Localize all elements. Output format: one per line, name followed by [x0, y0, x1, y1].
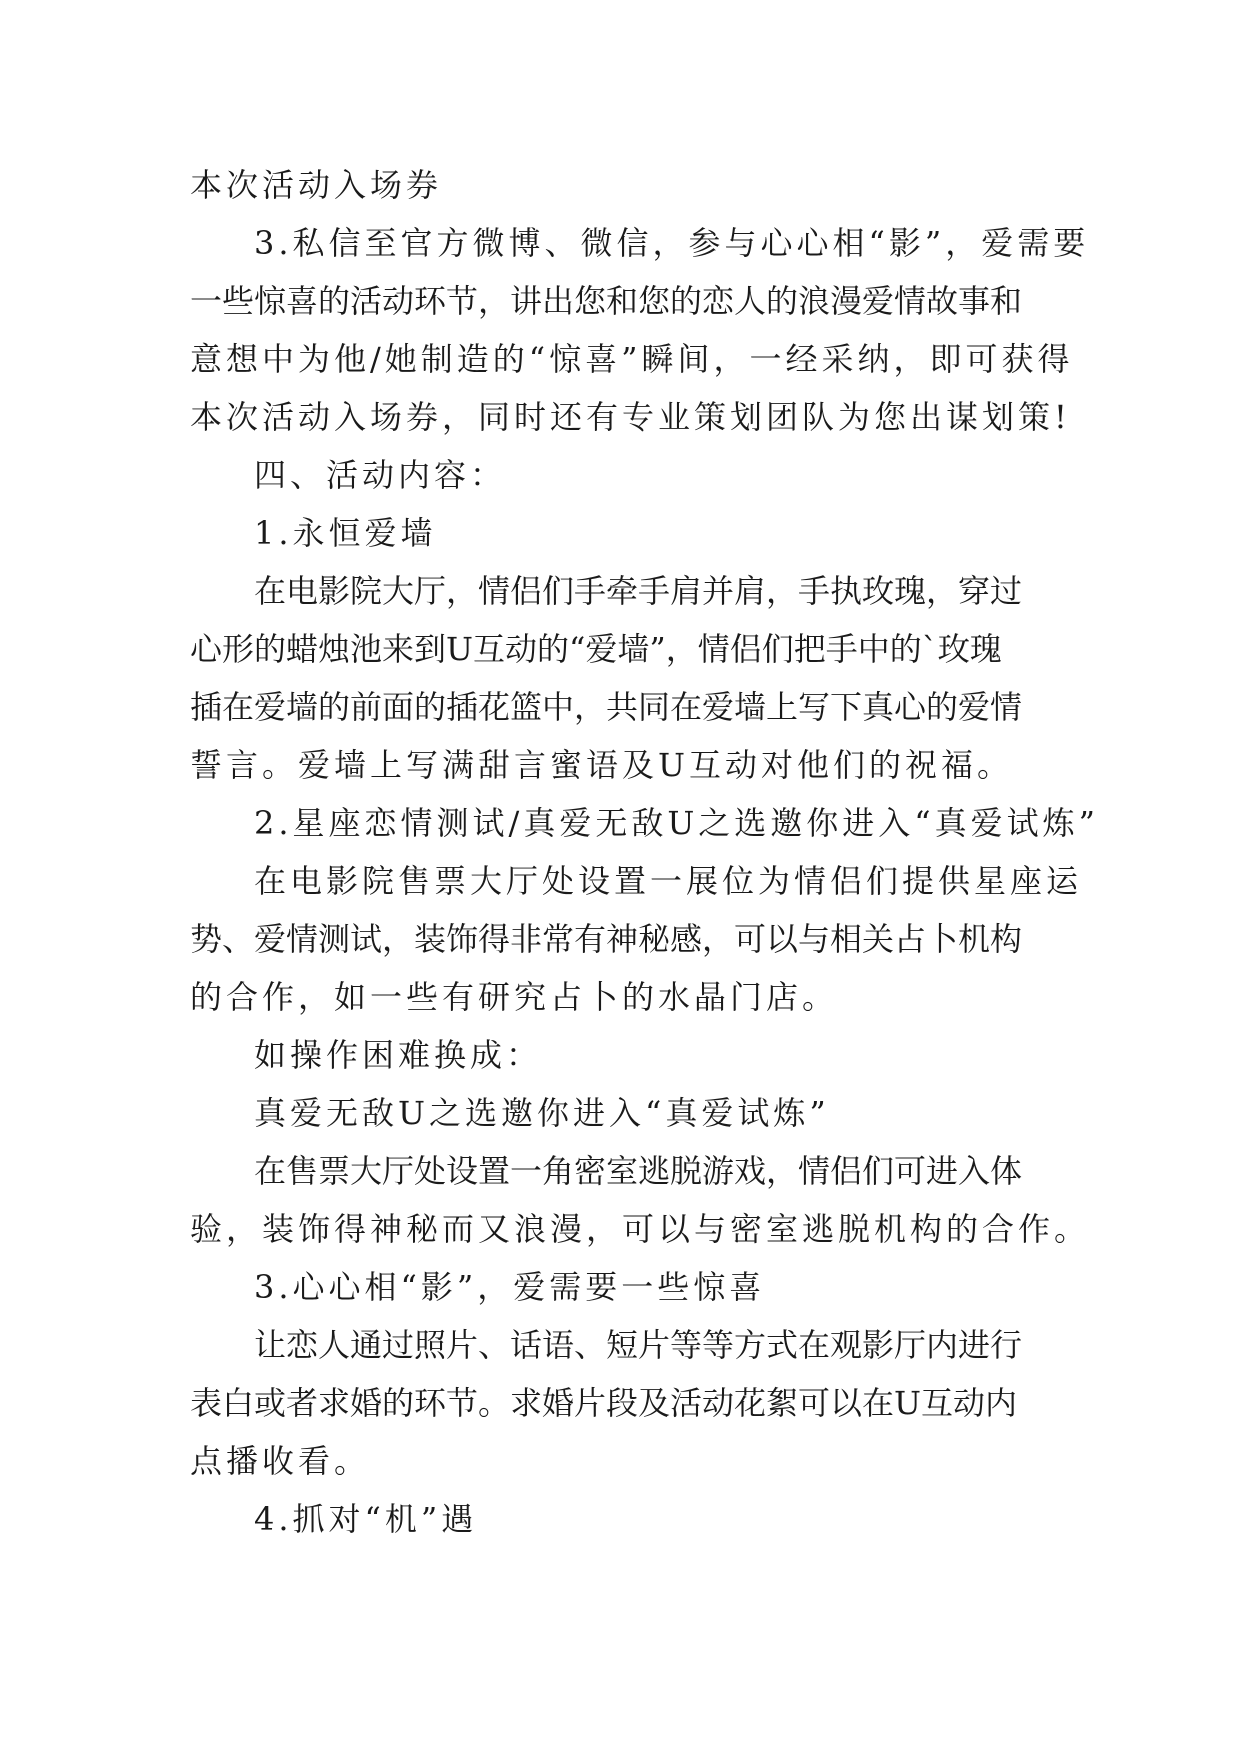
- text-line: 在电影院售票大厅处设置一展位为情侣们提供星座运: [254, 862, 1083, 900]
- text-line: 在售票大厅处设置一角密室逃脱游戏，情侣们可进入体: [254, 1152, 1023, 1190]
- subheading: 2.星座恋情测试/真爱无敌U之选邀你进入“真爱试炼”: [254, 804, 1100, 842]
- text-line: 誓言。爱墙上写满甜言蜜语及U互动对他们的祝福。: [190, 746, 1013, 784]
- text-line: 本次活动入场券，同时还有专业策划团队为您出谋划策!: [190, 398, 1071, 436]
- text-line: 让恋人通过照片、话语、短片等等方式在观影厅内进行: [254, 1326, 1023, 1364]
- text-line: 表白或者求婚的环节。求婚片段及活动花絮可以在U互动内: [190, 1384, 1017, 1422]
- text-line: 插在爱墙的前面的插花篮中，共同在爱墙上写下真心的爱情: [190, 688, 1023, 726]
- text-line: 一些惊喜的活动环节，讲出您和您的恋人的浪漫爱情故事和: [190, 282, 1023, 320]
- text-line: 的合作，如一些有研究占卜的水晶门店。: [190, 978, 839, 1016]
- text-line: 验，装饰得神秘而又浪漫，可以与密室逃脱机构的合作。: [190, 1210, 1091, 1248]
- text-line: 点播收看。: [190, 1442, 371, 1480]
- text-line: 心形的蜡烛池来到U互动的“爱墙”，情侣们把手中的`玫瑰: [190, 630, 1002, 668]
- subheading: 1.永恒爱墙: [254, 514, 437, 552]
- subheading: 4.抓对“机”遇: [254, 1500, 478, 1538]
- text-line: 本次活动入场券: [190, 166, 443, 204]
- text-line: 如操作困难换成：: [254, 1036, 543, 1074]
- text-line: 在电影院大厅，情侣们手牵手肩并肩，手执玫瑰，穿过: [254, 572, 1023, 610]
- subheading: 3.心心相“影”，爱需要一些惊喜: [254, 1268, 766, 1306]
- text-line: 意想中为他/她制造的“惊喜”瞬间，一经采纳，即可获得: [190, 340, 1074, 378]
- text-line: 真爱无敌U之选邀你进入“真爱试炼”: [254, 1094, 830, 1132]
- section-heading: 四、活动内容：: [254, 456, 507, 494]
- text-line: 势、爱情测试，装饰得非常有神秘感，可以与相关占卜机构: [190, 920, 1023, 958]
- text-line: 3.私信至官方微博、微信，参与心心相“影”，爱需要: [254, 224, 1090, 262]
